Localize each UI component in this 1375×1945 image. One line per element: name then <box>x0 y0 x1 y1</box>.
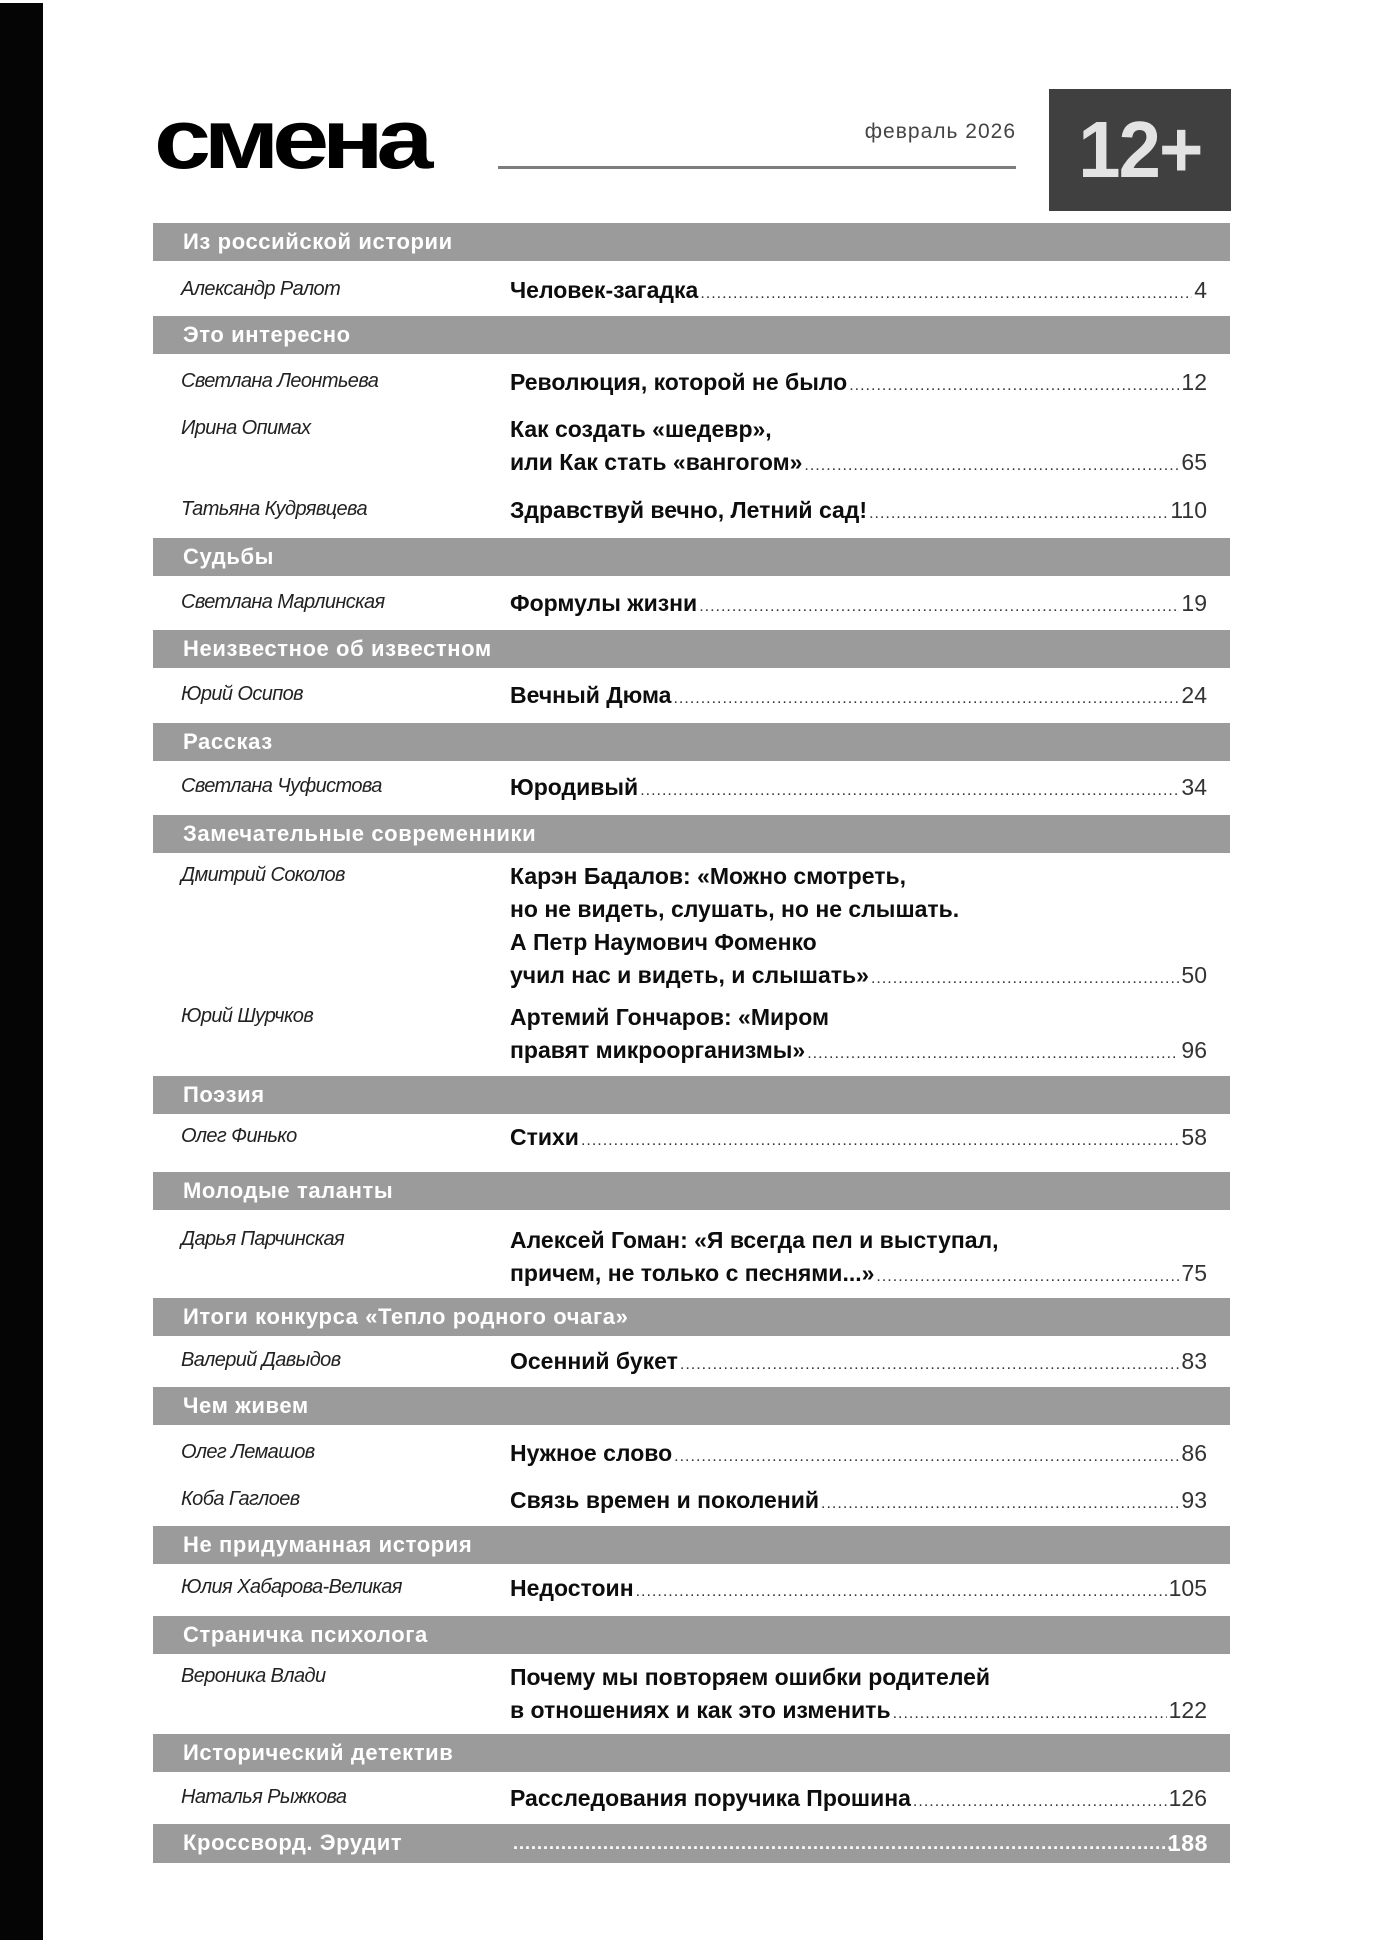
header-rule <box>498 166 1016 169</box>
dot-leader <box>849 369 1179 402</box>
article-title-line <box>510 274 1207 310</box>
page-number: 105 <box>1168 1575 1207 1601</box>
article-title-line <box>510 1224 1207 1257</box>
page-number: 34 <box>1181 774 1207 800</box>
section-title: Кроссворд. Эрудит <box>183 1830 403 1855</box>
article-title-line <box>510 1572 1207 1608</box>
dot-leader <box>821 1487 1179 1520</box>
article-title-line <box>510 771 1207 807</box>
title-text: Вечный Дюма <box>510 682 672 708</box>
section-header <box>153 1526 1230 1564</box>
dot-leader <box>913 1785 1167 1818</box>
article-title[interactable] <box>510 1782 1207 1818</box>
page-number: 65 <box>1181 449 1207 475</box>
article-title[interactable] <box>510 366 1207 402</box>
section-header <box>153 223 1230 261</box>
page-number: 12 <box>1181 369 1207 395</box>
article-author: Юрий Шурчков <box>181 1005 314 1027</box>
page-number: 83 <box>1181 1348 1207 1374</box>
page-number: 24 <box>1181 682 1207 708</box>
article-author: Дарья Парчинская <box>181 1228 345 1250</box>
title-text: Юродивый <box>510 774 639 800</box>
article-title-line <box>510 366 1207 402</box>
article-title-line <box>510 1437 1207 1473</box>
title-text: Осенний букет <box>510 1348 678 1374</box>
title-text: Алексей Гоман: «Я всегда пел и выступал, <box>510 1227 999 1253</box>
article-author: Наталья Рыжкова <box>181 1786 347 1808</box>
page-spine-edge <box>0 3 43 1940</box>
article-title-line <box>510 959 1207 995</box>
title-text: Человек-загадка <box>510 277 699 303</box>
dot-leader <box>804 449 1179 482</box>
section-header <box>153 630 1230 668</box>
page-number: 4 <box>1194 277 1207 303</box>
title-text: в отношениях и как это изменить <box>510 1697 891 1723</box>
article-title-line <box>510 587 1207 623</box>
article-author: Юрий Осипов <box>181 683 304 705</box>
article-title-line <box>510 1694 1207 1730</box>
magazine-logo: смена <box>154 92 427 186</box>
dot-leader <box>700 277 1192 310</box>
article-author: Татьяна Кудрявцева <box>181 498 367 520</box>
dot-leader <box>807 1037 1179 1070</box>
page-number: 96 <box>1181 1037 1207 1063</box>
article-title-line <box>510 494 1207 530</box>
section-title: Это интересно <box>183 322 351 347</box>
dot-leader <box>893 1697 1167 1730</box>
article-author: Юлия Хабарова-Великая <box>181 1576 402 1598</box>
page-number: 93 <box>1181 1487 1207 1513</box>
article-title-line <box>510 1257 1207 1293</box>
article-author: Олег Лемашов <box>181 1441 315 1463</box>
section-header <box>153 1387 1230 1425</box>
title-text: Как создать «шедевр», <box>510 416 772 442</box>
article-title[interactable] <box>510 587 1207 623</box>
article-title-line <box>510 1034 1207 1070</box>
article-title-line <box>510 1345 1207 1381</box>
article-author: Ирина Опимах <box>181 417 311 439</box>
article-title-line <box>510 413 1207 446</box>
dot-leader <box>869 497 1168 530</box>
article-title-line <box>510 1782 1207 1818</box>
title-text: Почему мы повторяем ошибки родителей <box>510 1664 991 1690</box>
article-title-line <box>510 1001 1207 1034</box>
title-text: Недостоин <box>510 1575 634 1601</box>
issue-date: февраль 2026 <box>864 120 1016 143</box>
section-title: Страничка психолога <box>183 1622 428 1647</box>
section-header <box>153 538 1230 576</box>
section-header <box>153 723 1230 761</box>
title-text: Карэн Бадалов: «Можно смотреть, <box>510 863 907 889</box>
section-header <box>153 1734 1230 1772</box>
article-title[interactable] <box>510 1572 1207 1608</box>
article-title[interactable] <box>510 413 1207 482</box>
section-title: Молодые таланты <box>183 1178 394 1203</box>
section-title: Судьбы <box>183 544 275 569</box>
page-number: 86 <box>1181 1440 1207 1466</box>
title-text: учил нас и видеть, и слышать» <box>510 962 869 988</box>
section-title: Итоги конкурса «Тепло родного очага» <box>183 1304 629 1329</box>
page-number: 19 <box>1181 590 1207 616</box>
article-author: Александр Ралот <box>181 278 341 300</box>
article-title[interactable] <box>510 860 1207 995</box>
dot-leader <box>581 1124 1179 1157</box>
article-title[interactable] <box>510 679 1207 715</box>
article-title[interactable] <box>510 1345 1207 1381</box>
article-title-line <box>510 1121 1207 1157</box>
section-header <box>153 1076 1230 1114</box>
article-author: Вероника Влади <box>181 1665 326 1687</box>
article-title[interactable] <box>510 1437 1207 1473</box>
article-title-line <box>510 1484 1207 1520</box>
dot-leader <box>871 962 1179 995</box>
article-title-line <box>510 1661 1207 1694</box>
title-text: Нужное слово <box>510 1440 673 1466</box>
article-title[interactable] <box>510 771 1207 807</box>
article-title-line <box>510 446 1207 482</box>
article-author: Светлана Марлинская <box>181 591 385 613</box>
dot-leader <box>674 1440 1179 1473</box>
article-title-line <box>510 926 1207 959</box>
page-number: 58 <box>1181 1124 1207 1150</box>
article-author: Светлана Леонтьева <box>181 370 379 392</box>
title-text: Артемий Гончаров: «Миром <box>510 1004 829 1030</box>
section-header <box>153 1172 1230 1210</box>
section-title: Исторический детектив <box>183 1740 454 1765</box>
article-author: Дмитрий Соколов <box>181 864 345 886</box>
dot-leader <box>636 1575 1167 1608</box>
section-header <box>153 1298 1230 1336</box>
section-title: Из российской истории <box>183 229 453 254</box>
title-text: правят микроорганизмы» <box>510 1037 806 1063</box>
article-title-line <box>510 679 1207 715</box>
age-rating-badge <box>1049 89 1231 211</box>
dot-leader <box>680 1348 1180 1381</box>
article-title[interactable] <box>510 1661 1207 1730</box>
article-author: Валерий Давыдов <box>181 1349 341 1371</box>
article-title-line <box>510 860 1207 893</box>
section-header <box>153 1616 1230 1654</box>
article-author: Светлана Чуфистова <box>181 775 382 797</box>
article-title[interactable] <box>510 1484 1207 1520</box>
title-text: Формулы жизни <box>510 590 698 616</box>
section-header-crossword[interactable] <box>153 1824 1230 1863</box>
article-title-line <box>510 893 1207 926</box>
article-title[interactable] <box>510 1121 1207 1157</box>
section-title: Замечательные современники <box>183 821 537 846</box>
title-text: или Как стать «вангогом» <box>510 449 803 475</box>
section-title: Не придуманная история <box>183 1532 473 1557</box>
page-number: 188 <box>1167 1830 1208 1856</box>
dot-leader <box>640 774 1179 807</box>
section-header <box>153 815 1230 853</box>
section-title: Чем живем <box>183 1393 309 1418</box>
article-title[interactable] <box>510 1001 1207 1070</box>
dot-leader <box>673 682 1179 715</box>
title-text: Здравствуй вечно, Летний сад! <box>510 497 868 523</box>
dot-leader <box>876 1260 1179 1293</box>
title-text: Связь времен и поколений <box>510 1487 820 1513</box>
article-title[interactable] <box>510 274 1207 310</box>
section-title: Поэзия <box>183 1082 265 1107</box>
article-author: Олег Финько <box>181 1125 297 1147</box>
dot-leader <box>513 1824 1176 1862</box>
section-title: Рассказ <box>183 729 273 754</box>
title-text: А Петр Наумович Фоменко <box>510 929 817 955</box>
title-text: Расследования поручика Прошина <box>510 1785 911 1811</box>
title-text: причем, не только с песнями...» <box>510 1260 875 1286</box>
article-title[interactable] <box>510 494 1207 530</box>
article-title[interactable] <box>510 1224 1207 1293</box>
title-text: Революция, которой не было <box>510 369 848 395</box>
page-number: 122 <box>1168 1697 1207 1723</box>
article-author: Коба Гаглоев <box>181 1488 300 1510</box>
page-number: 50 <box>1181 962 1207 988</box>
age-rating-label: 12+ <box>1078 105 1202 194</box>
title-text: но не видеть, слушать, но не слышать. <box>510 896 960 922</box>
section-header <box>153 316 1230 354</box>
page-number: 75 <box>1181 1260 1207 1286</box>
page-number: 110 <box>1170 497 1207 523</box>
dot-leader <box>699 590 1179 623</box>
section-title: Неизвестное об известном <box>183 636 492 661</box>
page-number: 126 <box>1168 1785 1207 1811</box>
title-text: Стихи <box>510 1124 579 1150</box>
